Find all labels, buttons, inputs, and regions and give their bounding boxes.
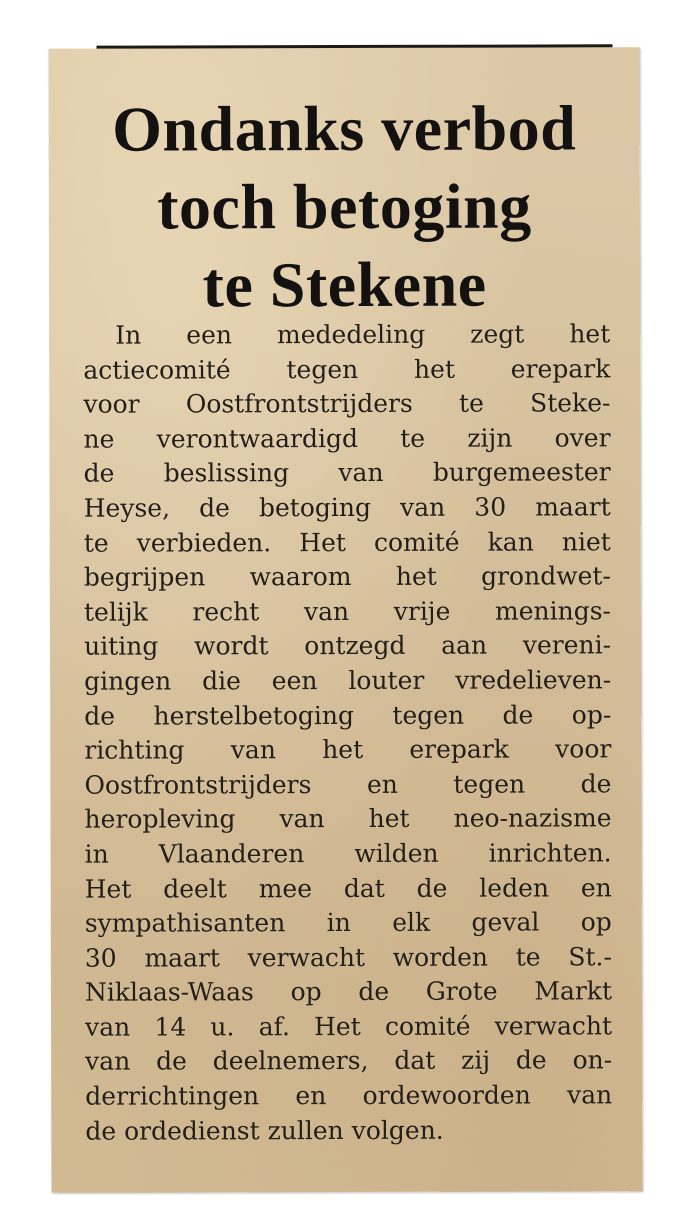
body-line: van 14 u. af. Het comité verwacht bbox=[85, 1011, 613, 1042]
body-line: In een mededeling zegt het bbox=[115, 319, 611, 350]
headline-line-1: Ondanks verbod bbox=[112, 92, 577, 165]
body-line: de herstelbetoging tegen de op- bbox=[84, 699, 612, 731]
body-line: Het deelt mee dat de leden en bbox=[84, 872, 612, 904]
body-line: gingen die een louter vredelieven- bbox=[84, 665, 612, 696]
body-line: heropleving van het neo-nazisme bbox=[84, 803, 612, 834]
body-line: in Vlaanderen wilden inrichten. bbox=[84, 838, 612, 869]
top-rule-divider bbox=[96, 44, 612, 48]
body-line: van de deelnemers, dat zij de on- bbox=[85, 1045, 613, 1077]
headline bbox=[49, 89, 641, 325]
headline-line-3: te Stekene bbox=[202, 248, 487, 321]
body-line: sympathisanten in elk geval op bbox=[84, 907, 612, 938]
body-line: voor Oostfrontstrijders te Steke- bbox=[83, 388, 611, 419]
body-line: derrichtingen en ordewoorden van bbox=[85, 1080, 613, 1111]
article-body bbox=[83, 317, 612, 1149]
body-line: begrijpen waarom het grondwet- bbox=[83, 561, 611, 592]
body-line: Heyse, de betoging van 30 maart bbox=[83, 492, 611, 523]
body-line: telijk recht van vrije menings- bbox=[83, 596, 612, 627]
body-line: te verbieden. Het comité kan niet bbox=[83, 526, 611, 558]
body-line: 30 maart verwacht worden te St.- bbox=[84, 941, 612, 973]
body-line: Niklaas-Waas op de Grote Markt bbox=[84, 976, 613, 1007]
body-line: Oostfrontstrijders en tegen de bbox=[84, 769, 612, 800]
headline-line-2: toch betoging bbox=[157, 170, 532, 243]
body-line: de beslissing van burgemeester bbox=[83, 457, 611, 489]
body-line: richting van het erepark voor bbox=[84, 734, 612, 765]
body-line: ne verontwaardigd te zijn over bbox=[83, 423, 611, 454]
body-line: actiecomité tegen het erepark bbox=[83, 353, 611, 385]
body-line: uiting wordt ontzegd aan vereni- bbox=[84, 630, 612, 662]
body-line-last: de ordedienst zullen volgen. bbox=[85, 1115, 444, 1146]
newspaper-clipping bbox=[49, 47, 643, 1193]
